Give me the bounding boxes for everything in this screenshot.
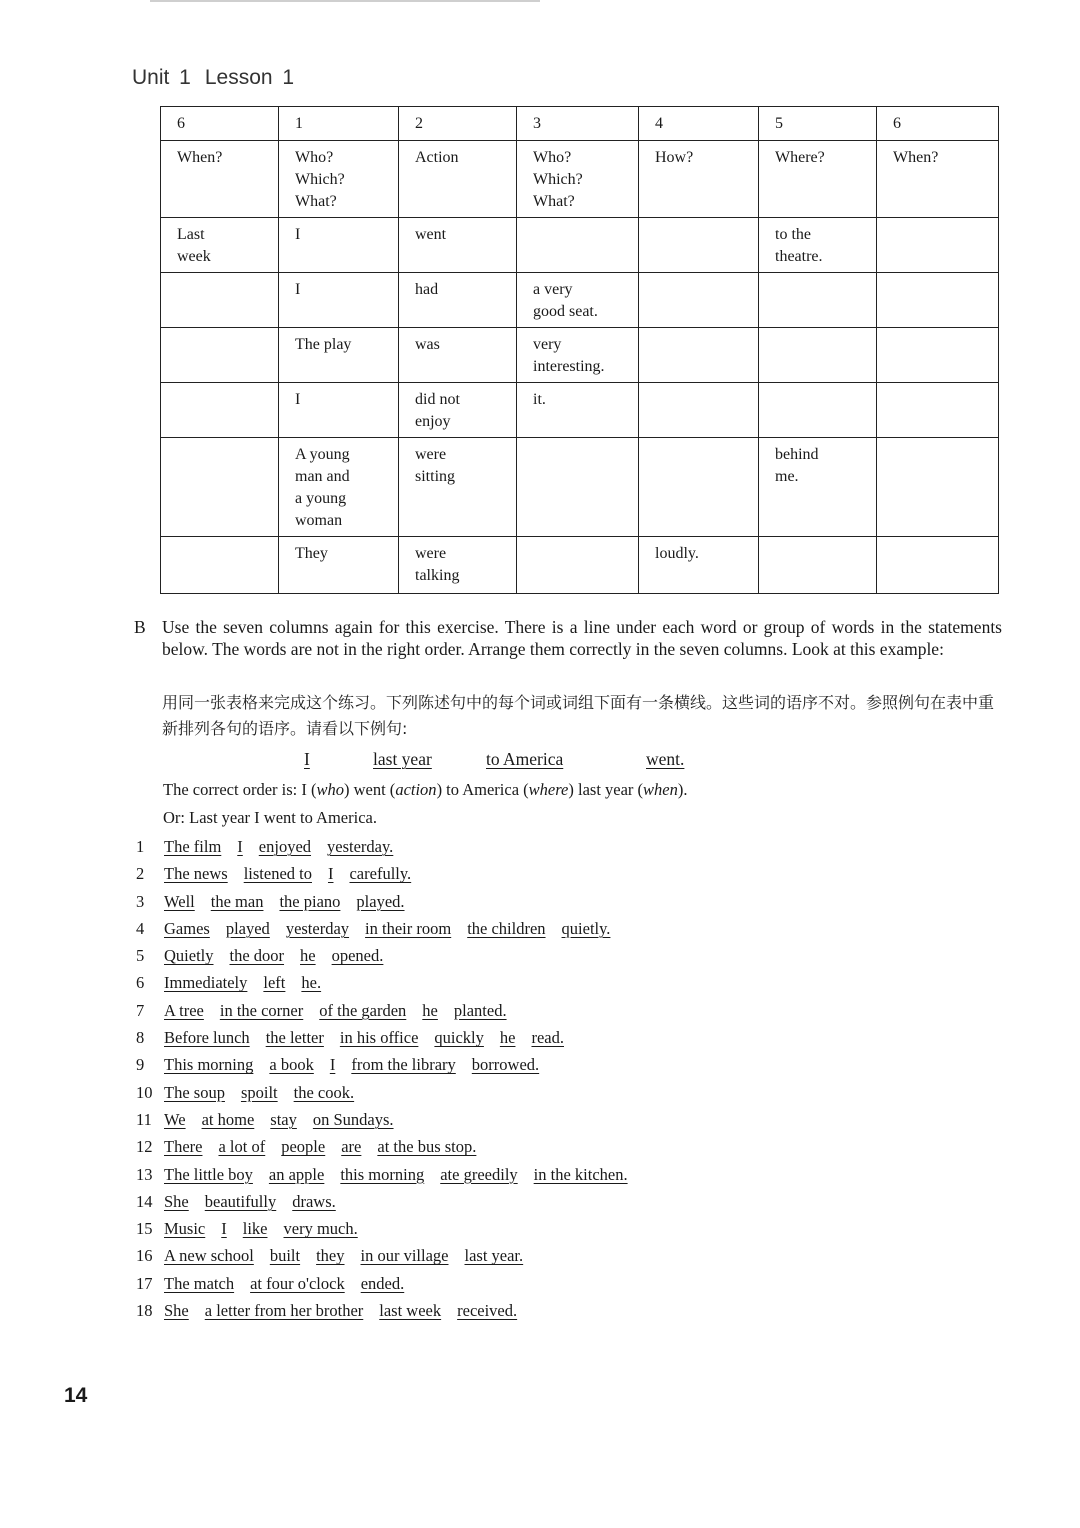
item-phrase: draws. bbox=[292, 1191, 336, 1211]
item-number: 17 bbox=[136, 1273, 153, 1293]
item-phrase: The match bbox=[164, 1273, 235, 1293]
item-phrase: he bbox=[422, 1000, 438, 1020]
item-phrase: yesterday. bbox=[327, 837, 394, 856]
item-phrase: in his office bbox=[339, 1028, 419, 1048]
unit-label: Unit 1 bbox=[132, 66, 191, 89]
item-phrase: at four o'clock bbox=[250, 1273, 345, 1293]
table-cell: very interesting. bbox=[517, 328, 639, 383]
item-phrase: Music bbox=[164, 1219, 206, 1239]
exercise-item bbox=[136, 944, 644, 971]
item-phrase: The soup bbox=[164, 1082, 225, 1102]
item-phrase: quickly bbox=[434, 1028, 484, 1048]
item-number: 11 bbox=[136, 1109, 152, 1129]
item-number: 13 bbox=[136, 1164, 153, 1184]
table-cell: were talking bbox=[399, 537, 517, 594]
item-phrase: people bbox=[281, 1137, 326, 1157]
section-b bbox=[134, 616, 1002, 660]
item-number: 14 bbox=[136, 1191, 153, 1211]
scan-edge-line bbox=[150, 0, 540, 2]
item-phrase: The news bbox=[164, 864, 228, 884]
item-phrase: She bbox=[164, 1301, 189, 1321]
table-row bbox=[161, 438, 999, 537]
word-order-table bbox=[160, 106, 999, 594]
table-cell bbox=[161, 438, 279, 537]
table-cell: When? bbox=[877, 141, 999, 218]
item-number: 3 bbox=[136, 891, 145, 911]
table-cell: Where? bbox=[759, 141, 877, 218]
chinese-instruction: 用同一张表格来完成这个练习。下列陈述句中的每个词或词组下面有一条横线。这些词的语序不对。参照例句在表中重新排列各句的语序。请看以下例句: bbox=[162, 693, 995, 738]
item-phrase: the children bbox=[467, 918, 546, 938]
table-cell bbox=[639, 383, 759, 438]
example-word: to America bbox=[486, 749, 564, 769]
item-phrase: like bbox=[242, 1219, 268, 1239]
item-phrase: they bbox=[316, 1246, 345, 1266]
table-row bbox=[161, 383, 999, 438]
item-phrase: built bbox=[269, 1246, 301, 1266]
item-number: 4 bbox=[136, 918, 145, 938]
table-cell bbox=[759, 383, 877, 438]
table-cell bbox=[639, 438, 759, 537]
item-number: 9 bbox=[136, 1055, 145, 1075]
item-phrase: I bbox=[327, 864, 334, 884]
table-cell: it. bbox=[517, 383, 639, 438]
exercise-item bbox=[136, 890, 644, 917]
table-number-row bbox=[161, 107, 999, 141]
table-cell: went bbox=[399, 218, 517, 273]
exercise-item bbox=[136, 862, 644, 889]
table-cell: 3 bbox=[517, 107, 639, 141]
table-cell: to the theatre. bbox=[759, 218, 877, 273]
item-phrase: the piano bbox=[279, 891, 341, 911]
table-cell: Who? Which? What? bbox=[279, 141, 399, 218]
exercise-item bbox=[136, 1299, 644, 1326]
item-phrase: borrowed. bbox=[471, 1055, 540, 1075]
item-number: 5 bbox=[136, 946, 145, 966]
item-phrase: The little boy bbox=[164, 1164, 253, 1184]
item-phrase: carefully. bbox=[349, 864, 412, 884]
item-phrase: I bbox=[329, 1055, 336, 1075]
item-phrase: played bbox=[225, 918, 270, 938]
table-cell: 6 bbox=[161, 107, 279, 141]
item-number: 7 bbox=[136, 1000, 145, 1020]
item-number: 10 bbox=[136, 1082, 153, 1102]
table-cell bbox=[759, 273, 877, 328]
table-cell: They bbox=[279, 537, 399, 594]
table-cell bbox=[877, 438, 999, 537]
table-cell bbox=[639, 273, 759, 328]
item-phrase: the cook. bbox=[293, 1082, 355, 1102]
item-phrase: Quietly bbox=[164, 946, 214, 966]
table-cell bbox=[877, 537, 999, 594]
item-phrase: This morning bbox=[164, 1055, 254, 1075]
item-phrase: Well bbox=[164, 891, 195, 911]
item-phrase: in the kitchen. bbox=[533, 1164, 628, 1184]
item-phrase: last week bbox=[379, 1301, 442, 1321]
exercise-item bbox=[136, 1272, 644, 1299]
table-cell bbox=[639, 328, 759, 383]
item-number: 16 bbox=[136, 1246, 153, 1266]
table-cell bbox=[877, 273, 999, 328]
item-phrase: Before lunch bbox=[164, 1028, 250, 1048]
example-word: I bbox=[304, 749, 310, 769]
exercise-item bbox=[136, 1026, 644, 1053]
item-phrase: Immediately bbox=[164, 973, 248, 993]
correct-order-line: The correct order is: I (who) went (action) to America (where) last year (when). bbox=[163, 780, 688, 799]
item-phrase: Games bbox=[164, 918, 210, 938]
table-row bbox=[161, 273, 999, 328]
table-cell: Last week bbox=[161, 218, 279, 273]
page-header bbox=[132, 66, 294, 90]
item-phrase: he bbox=[499, 1028, 516, 1048]
table-cell: were sitting bbox=[399, 438, 517, 537]
item-phrase: planted. bbox=[453, 1000, 507, 1020]
table-cell: I bbox=[279, 218, 399, 273]
table-row bbox=[161, 537, 999, 594]
item-phrase: listened to bbox=[243, 864, 312, 884]
table-cell: did not enjoy bbox=[399, 383, 517, 438]
table-cell: The play bbox=[279, 328, 399, 383]
item-phrase: The film bbox=[164, 837, 222, 856]
item-phrase: ended. bbox=[360, 1273, 405, 1293]
item-phrase: the door bbox=[229, 946, 285, 966]
item-phrase: I bbox=[237, 837, 243, 856]
item-phrase: at home bbox=[201, 1109, 255, 1129]
exercise-item bbox=[136, 835, 644, 862]
item-phrase: received. bbox=[457, 1301, 518, 1321]
table-cell bbox=[161, 537, 279, 594]
item-phrase: quietly. bbox=[561, 918, 611, 938]
item-phrase: this morning bbox=[340, 1164, 425, 1184]
table-cell bbox=[639, 218, 759, 273]
page-number: 14 bbox=[64, 1384, 88, 1407]
table-cell: Action bbox=[399, 141, 517, 218]
item-phrase: She bbox=[164, 1191, 189, 1211]
table-cell: 4 bbox=[639, 107, 759, 141]
item-phrase: last year. bbox=[464, 1246, 524, 1266]
table-cell: 2 bbox=[399, 107, 517, 141]
exercise-item bbox=[136, 1053, 644, 1080]
table-row bbox=[161, 328, 999, 383]
table-cell: a very good seat. bbox=[517, 273, 639, 328]
table-cell: How? bbox=[639, 141, 759, 218]
table-cell bbox=[759, 537, 877, 594]
item-phrase: There bbox=[164, 1137, 203, 1157]
item-phrase: he bbox=[300, 946, 316, 966]
exercise-item bbox=[136, 1135, 644, 1162]
table-cell bbox=[161, 328, 279, 383]
table-cell bbox=[759, 328, 877, 383]
item-phrase: in our village bbox=[360, 1246, 449, 1266]
item-phrase: I bbox=[221, 1219, 227, 1239]
item-phrase: very much. bbox=[283, 1219, 358, 1239]
item-phrase: left bbox=[263, 973, 286, 993]
item-phrase: he. bbox=[301, 973, 322, 993]
exercise-item bbox=[136, 1244, 644, 1271]
item-phrase: opened. bbox=[331, 946, 384, 966]
item-phrase: played. bbox=[356, 891, 405, 911]
item-number: 8 bbox=[136, 1028, 145, 1048]
exercise-item bbox=[136, 1108, 644, 1135]
item-phrase: a letter from her brother bbox=[204, 1301, 364, 1321]
section-letter: B bbox=[134, 617, 146, 637]
table-cell: Who? Which? What? bbox=[517, 141, 639, 218]
item-phrase: stay bbox=[270, 1109, 297, 1129]
item-phrase: spoilt bbox=[240, 1082, 278, 1102]
item-phrase: ate greedily bbox=[440, 1164, 518, 1184]
example-word: went. bbox=[646, 749, 685, 769]
item-phrase: read. bbox=[531, 1028, 564, 1048]
item-number: 18 bbox=[136, 1301, 153, 1321]
exercise-item bbox=[136, 971, 644, 998]
item-phrase: enjoyed bbox=[258, 837, 312, 856]
table-cell: When? bbox=[161, 141, 279, 218]
item-phrase: are bbox=[341, 1137, 362, 1157]
lesson-label: Lesson 1 bbox=[204, 66, 295, 89]
item-phrase: A tree bbox=[164, 1000, 204, 1020]
exercise-item bbox=[136, 917, 644, 944]
item-phrase: yesterday bbox=[285, 918, 350, 938]
table-cell bbox=[517, 537, 639, 594]
section-instruction: Use the seven columns again for this exercise. There is a line under each word or group of words in the statements below. The words are not in the right order. Arrange them correctly in the seven columns. Look at this example: bbox=[162, 617, 1002, 659]
exercise-item bbox=[136, 1081, 644, 1108]
alternative-order-line: Or: Last year I went to America. bbox=[163, 808, 377, 827]
item-phrase: a book bbox=[269, 1055, 314, 1075]
item-number: 2 bbox=[136, 864, 145, 884]
table-cell: I bbox=[279, 383, 399, 438]
exercise-item bbox=[136, 1217, 644, 1244]
exercise-item bbox=[136, 999, 644, 1026]
table-cell bbox=[517, 218, 639, 273]
item-phrase: on Sundays. bbox=[312, 1109, 394, 1129]
table-cell: loudly. bbox=[639, 537, 759, 594]
item-phrase: the man bbox=[210, 891, 264, 911]
exercise-item bbox=[136, 1190, 644, 1217]
table-cell bbox=[877, 328, 999, 383]
table-cell bbox=[161, 383, 279, 438]
item-phrase: the letter bbox=[265, 1028, 324, 1048]
item-phrase: in the corner bbox=[219, 1000, 304, 1020]
item-number: 1 bbox=[136, 837, 145, 856]
item-phrase: beautifully bbox=[204, 1191, 277, 1211]
item-phrase: a lot of bbox=[218, 1137, 266, 1157]
table-cell: had bbox=[399, 273, 517, 328]
table-cell bbox=[161, 273, 279, 328]
table-cell: 5 bbox=[759, 107, 877, 141]
item-phrase: A new school bbox=[164, 1246, 254, 1266]
item-number: 12 bbox=[136, 1137, 153, 1157]
item-phrase: an apple bbox=[268, 1164, 325, 1184]
table-cell: 6 bbox=[877, 107, 999, 141]
item-phrase: of the garden bbox=[319, 1000, 407, 1020]
example-word: last year bbox=[373, 749, 432, 769]
table-cell bbox=[877, 383, 999, 438]
table-question-row bbox=[161, 141, 999, 218]
item-phrase: We bbox=[164, 1109, 186, 1129]
exercise-list bbox=[136, 835, 644, 1326]
table-cell: A young man and a young woman bbox=[279, 438, 399, 537]
item-phrase: in their room bbox=[365, 918, 452, 938]
item-phrase: from the library bbox=[351, 1055, 456, 1075]
item-phrase: at the bus stop. bbox=[377, 1137, 477, 1157]
table-cell: I bbox=[279, 273, 399, 328]
table-cell bbox=[877, 218, 999, 273]
table-cell: 1 bbox=[279, 107, 399, 141]
table-cell: was bbox=[399, 328, 517, 383]
table-cell: behind me. bbox=[759, 438, 877, 537]
table-row bbox=[161, 218, 999, 273]
item-number: 6 bbox=[136, 973, 145, 993]
exercise-item bbox=[136, 1163, 644, 1190]
table-cell bbox=[517, 438, 639, 537]
item-number: 15 bbox=[136, 1219, 153, 1239]
